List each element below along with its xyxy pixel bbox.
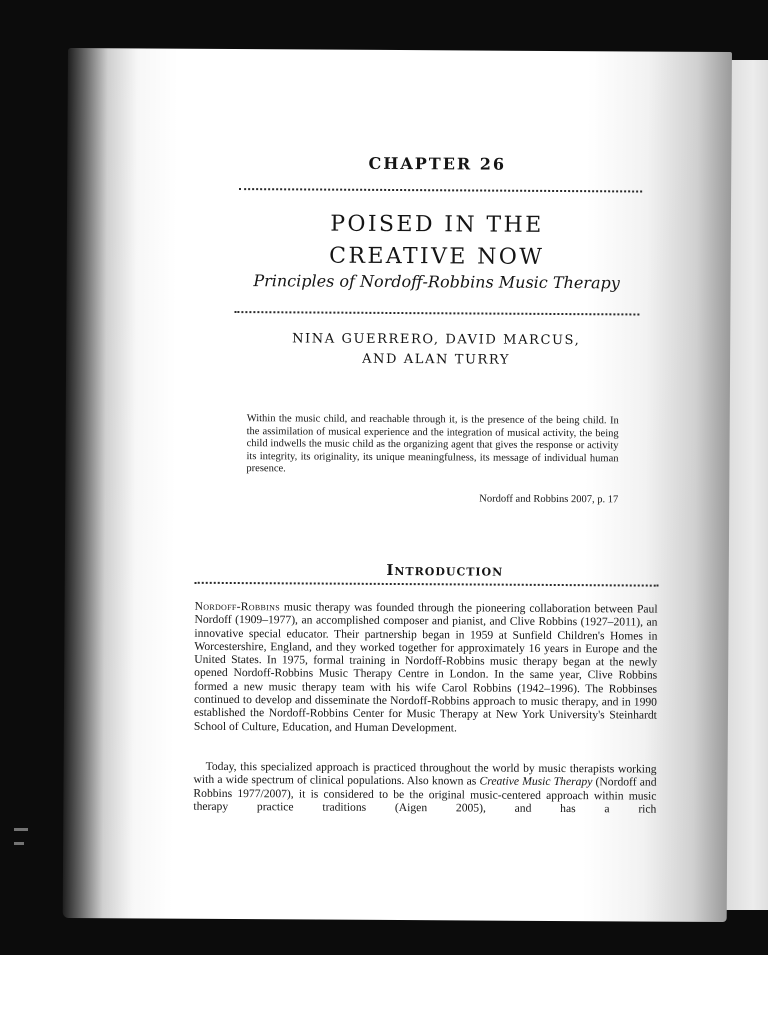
scan-bottom-margin: [0, 955, 768, 1024]
dotted-rule-section: [195, 582, 659, 587]
chapter-subtitle: Principles of Nordoff-Robbins Music Therapy: [253, 271, 620, 293]
scan-speck: [14, 828, 28, 831]
intro-paragraph-1: [194, 600, 658, 736]
authors-line-2: AND ALAN TURRY: [362, 351, 511, 368]
chapter-label: CHAPTER 26: [368, 153, 507, 174]
page-content: [63, 48, 732, 922]
paragraph-1-text: music therapy was founded through the pioneering collaboration between Paul Nordoff (1909–1977), an accomplished composer and pianist, and Clive Robbins (1927–2011), an innovative special educator. Their partnership began in 1959 at Sunfield Children's Homes in Worcestershire, England, and they worked together for approximately 16 years in Europe and the United States. In 1975, formal training in Nordoff-Robbins music therapy began at the newly opened Nordoff-Robbins Music Therapy Centre in London. In the same year, Clive Robbins formed a new music therapy team with his wife Carol Robbins (1942–1996). The Robbinses continued to develop and disseminate the Nordoff-Robbins approach to music therapy, and in 1990 established the Nordoff-Robbins Center for Music Therapy at New York University's Steinhardt School of Culture, Education, and Human Development.: [193, 600, 658, 735]
intro-paragraph-2: [193, 760, 656, 816]
section-heading-introduction: Introduction: [386, 560, 504, 580]
scan-speck: [14, 842, 24, 845]
dotted-rule-top: [239, 188, 642, 192]
dotted-rule-middle: [234, 311, 639, 315]
paragraph-2-text-a: Today, this specialized approach is practiced throughout the world by music therapists working with a wide spectrum of clinical populations. Also known as: [193, 759, 657, 788]
paragraph-2-text-b: (Nordoff and Robbins 1977/2007), it is considered to be the original music-centered approach within music therapy practice traditions (Aigen 2005), and has a rich: [193, 775, 657, 816]
authors-line-1: NINA GUERRERO, DAVID MARCUS,: [292, 331, 581, 349]
epigraph-quote: Within the music child, and reachable through it, is the presence of the being child. In the assimilation of musical experience and the integration of musical activity, the being child indwells the music child as the organizing agent that gives the response or activity its integrity, its originality, its unique meaningfulness, its message of individual human presence.: [246, 413, 619, 475]
chapter-title-line-1: POISED IN THE: [330, 211, 544, 238]
paragraph-2-italic-term: Creative Music Therapy: [479, 774, 593, 789]
paragraph-lead-in: Nordoff-Robbins: [194, 599, 281, 614]
book-page: [63, 48, 732, 922]
epigraph-source: Nordoff and Robbins 2007, p. 17: [479, 493, 619, 506]
chapter-title-line-2: CREATIVE NOW: [329, 243, 545, 270]
